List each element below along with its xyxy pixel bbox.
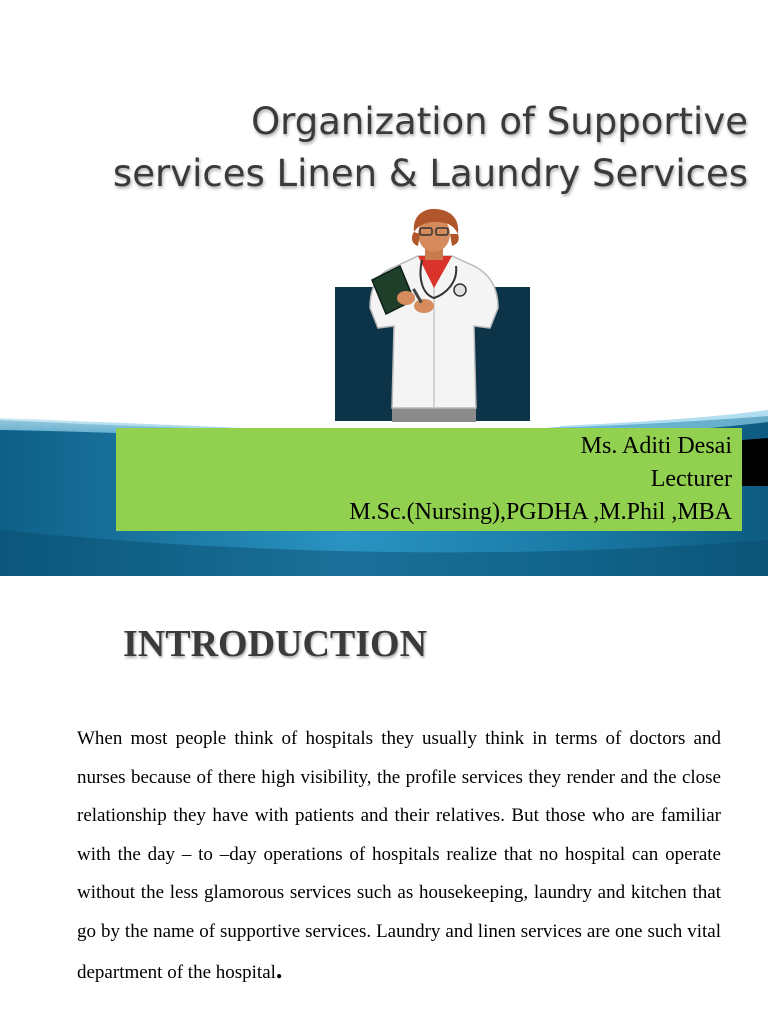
- doctor-with-clipboard-icon: [362, 208, 507, 422]
- author-name: Ms. Aditi Desai: [580, 433, 732, 459]
- paragraph-period: .: [275, 955, 283, 984]
- author-qualifications: M.Sc.(Nursing),PGDHA ,M.Phil ,MBA: [349, 499, 732, 525]
- introduction-text: When most people think of hospitals they usually think in terms of doctors and nurses because of there high visibility, the profile services they render and the close relationship they have with patients and their relatives. But those who are familiar with the day – to –day operations of hospitals realize that no hospital can operate without the less glamorous services such as housekeeping, laundry and kitchen that go by the name of supportive services. Laundry and linen services are one such vital department of the hospital: [77, 728, 721, 983]
- author-info-box: [116, 428, 742, 531]
- slide-title: [30, 96, 748, 200]
- introduction-heading: INTRODUCTION: [123, 623, 428, 665]
- author-role: Lecturer: [650, 466, 732, 492]
- introduction-paragraph: [77, 720, 721, 993]
- title-line-1: Organization of Supportive: [251, 100, 748, 143]
- introduction-slide: [0, 576, 768, 1024]
- title-line-2: services Linen & Laundry Services: [112, 152, 748, 195]
